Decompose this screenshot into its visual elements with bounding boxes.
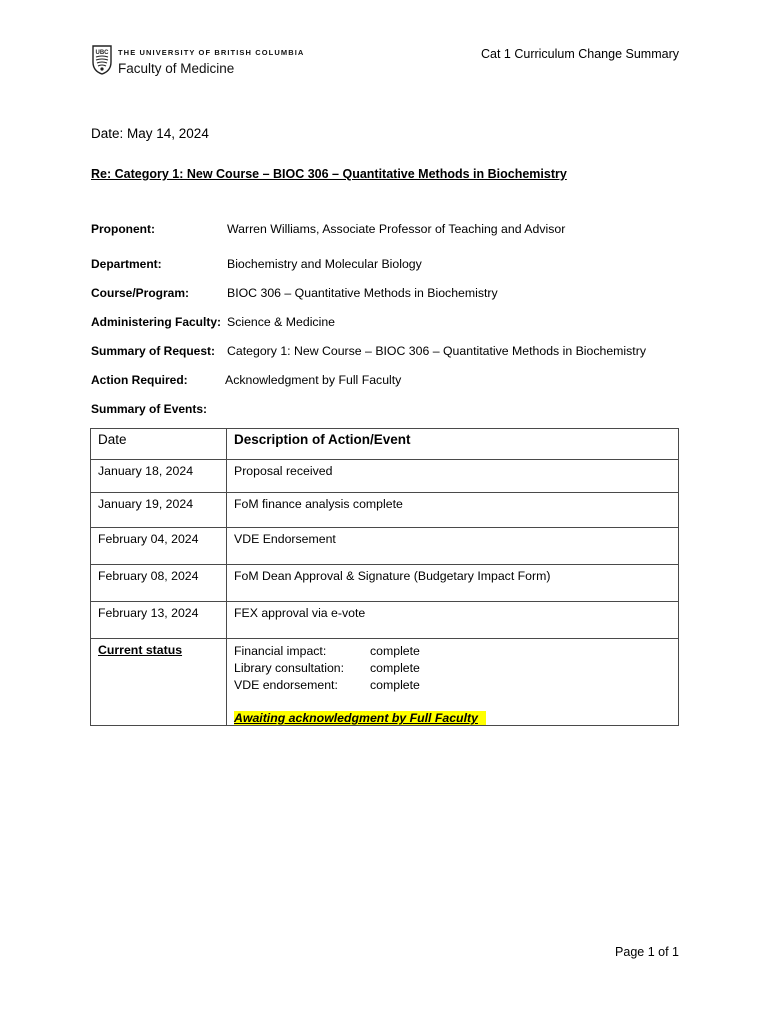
table-row	[91, 602, 679, 639]
event-description: FoM Dean Approval & Signature (Budgetary Impact Form)	[227, 565, 679, 602]
event-description: Proposal received	[227, 460, 679, 493]
svg-text:UBC: UBC	[95, 50, 109, 56]
table-row	[91, 528, 679, 565]
event-date: January 19, 2024	[91, 493, 227, 528]
current-status-row	[91, 639, 679, 726]
awaiting-acknowledgment-highlight: Awaiting acknowledgment by Full Faculty	[234, 711, 486, 725]
document-header-title: Cat 1 Curriculum Change Summary	[481, 47, 679, 61]
status-item	[234, 677, 671, 694]
description-column-header: Description of Action/Event	[227, 429, 679, 460]
event-date: February 04, 2024	[91, 528, 227, 565]
action-required-value: Acknowledgment by Full Faculty	[225, 373, 402, 387]
event-date: February 08, 2024	[91, 565, 227, 602]
summary-of-request-value: Category 1: New Course – BIOC 306 – Quantitative Methods in Biochemistry	[227, 344, 646, 358]
event-date: February 13, 2024	[91, 602, 227, 639]
status-item	[234, 660, 671, 677]
department-label: Department:	[91, 257, 162, 271]
event-date: January 18, 2024	[91, 460, 227, 493]
event-description: VDE Endorsement	[227, 528, 679, 565]
table-header-row	[91, 429, 679, 460]
current-status-label: Current status	[98, 643, 183, 657]
event-description: FEX approval via e-vote	[227, 602, 679, 639]
status-item-key: Library consultation:	[234, 661, 345, 675]
status-item-key: Financial impact:	[234, 644, 327, 658]
university-name: THE UNIVERSITY OF BRITISH COLUMBIA	[118, 48, 305, 57]
current-status-details	[227, 639, 679, 726]
table-row	[91, 493, 679, 528]
status-item-key: VDE endorsement:	[234, 678, 338, 692]
course-program-value: BIOC 306 – Quantitative Methods in Biochemistry	[227, 286, 498, 300]
status-item-value: complete	[370, 678, 420, 692]
administering-faculty-value: Science & Medicine	[227, 315, 335, 329]
status-item	[234, 643, 671, 660]
proponent-label: Proponent:	[91, 222, 155, 236]
current-status-cell	[91, 639, 227, 726]
status-item-value: complete	[370, 661, 420, 675]
action-required-label: Action Required:	[91, 373, 188, 387]
date-column-header: Date	[91, 429, 227, 460]
re-line: Re: Category 1: New Course – BIOC 306 – Quantitative Methods in Biochemistry	[91, 167, 567, 181]
ubc-crest-icon	[92, 45, 112, 75]
summary-of-request-label: Summary of Request:	[91, 344, 216, 358]
faculty-name: Faculty of Medicine	[118, 61, 235, 76]
department-value: Biochemistry and Molecular Biology	[227, 257, 422, 271]
ubc-logo	[92, 45, 304, 76]
summary-of-events-label: Summary of Events:	[91, 402, 208, 416]
status-item-value: complete	[370, 644, 420, 658]
date-line: Date: May 14, 2024	[91, 126, 209, 141]
table-row	[91, 460, 679, 493]
event-description: FoM finance analysis complete	[227, 493, 679, 528]
page-number: Page 1 of 1	[615, 945, 679, 959]
events-table	[90, 428, 679, 726]
proponent-value: Warren Williams, Associate Professor of Teaching and Advisor	[227, 222, 566, 236]
administering-faculty-label: Administering Faculty:	[91, 315, 222, 329]
table-row	[91, 565, 679, 602]
course-program-label: Course/Program:	[91, 286, 190, 300]
